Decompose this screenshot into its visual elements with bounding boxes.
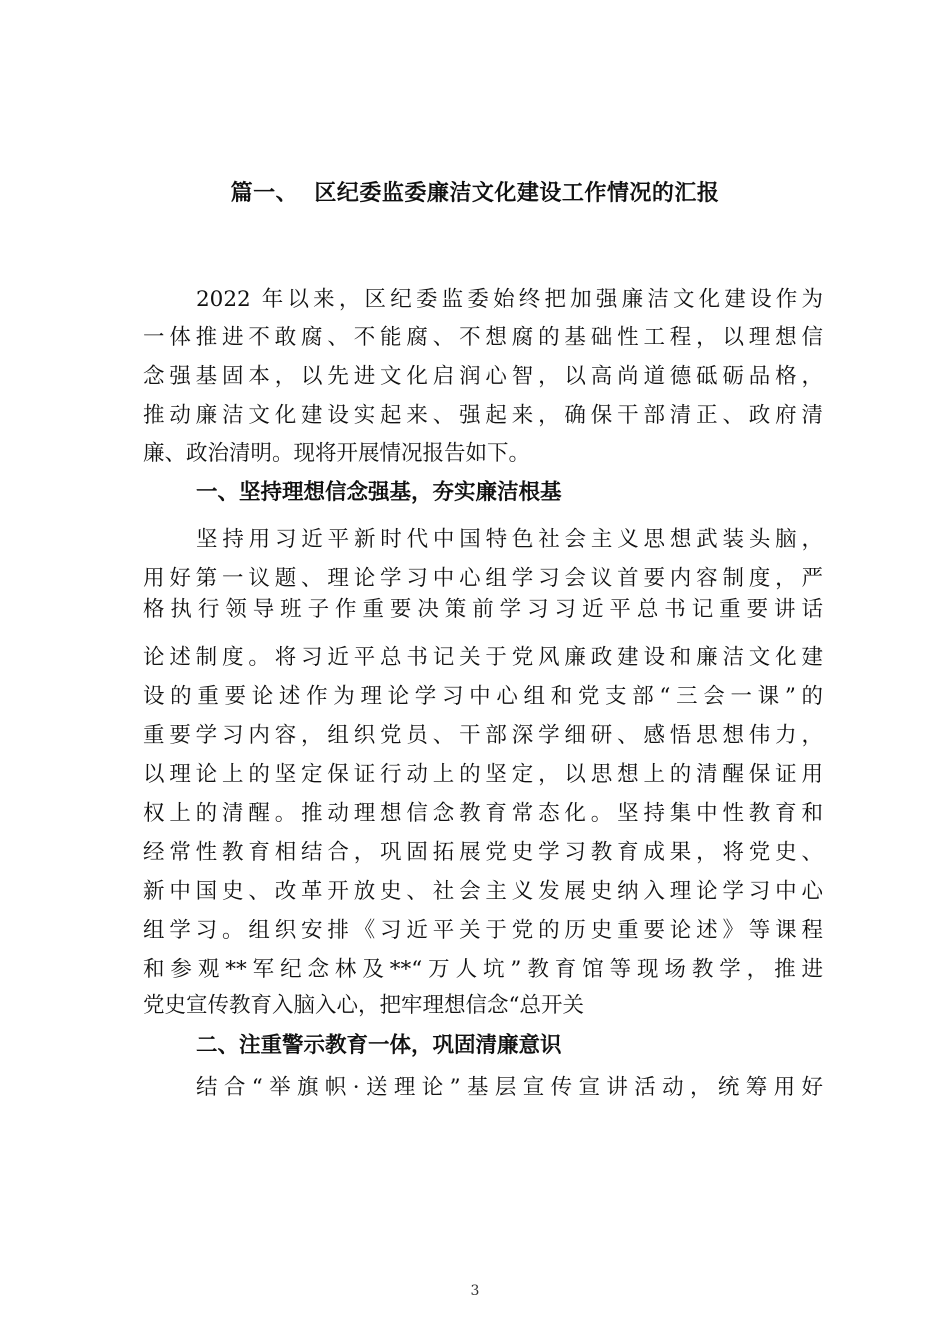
intro-line: 念强基固本，以先进文化启润心智，以高尚道德砥砺品格， [143,364,823,389]
intro-line: 2022 年以来，区纪委监委始终把加强廉洁文化建设作为 [196,287,823,312]
section-heading: 一、坚持理想信念强基，夯实廉洁根基 [196,480,562,505]
intro-line: 一体推进不敢腐、不能腐、不想腐的基础性工程，以理想信 [143,325,823,350]
intro-line: 推动廉洁文化建设实起来、强起来，确保干部清正、政府清 [143,403,823,428]
paragraph-line: 设的重要论述作为理论学习中心组和党支部“三会一课”的 [143,684,823,709]
paragraph-line: 和参观**军纪念林及**“万人坑”教育馆等现场教学，推进 [143,957,823,982]
paragraph-line: 组学习。组织安排《习近平关于党的历史重要论述》等课程 [143,918,823,943]
paragraph-line: 坚持用习近平新时代中国特色社会主义思想武装头脑， [196,527,823,552]
paragraph-line: 以理论上的坚定保证行动上的坚定，以思想上的清醒保证用 [143,762,823,787]
paragraph-line: 权上的清醒。推动理想信念教育常态化。坚持集中性教育和 [143,801,823,826]
intro-line: 廉、政治清明。现将开展情况报告如下。 [143,441,531,466]
paragraph-line: 格执行领导班子作重要决策前学习习近平总书记重要讲话 [143,597,823,622]
paragraph-line: 结合“举旗帜·送理论”基层宣传宣讲活动，统筹用好 [196,1075,823,1100]
paragraph-line: 论述制度。将习近平总书记关于党风廉政建设和廉洁文化建 [143,645,823,670]
paragraph-line: 重要学习内容，组织党员、干部深学细研、感悟思想伟力， [143,723,823,748]
paragraph-line: 党史宣传教育入脑入心，把牢理想信念“总开关 [143,993,584,1018]
page-number: 3 [470,1283,480,1299]
paragraph-line: 用好第一议题、理论学习中心组学习会议首要内容制度，严 [143,566,823,591]
paragraph-line: 新中国史、改革开放史、社会主义发展史纳入理论学习中心 [143,879,823,904]
document-title: 篇一、 区纪委监委廉洁文化建设工作情况的汇报 [230,181,720,206]
paragraph-line: 经常性教育相结合，巩固拓展党史学习教育成果，将党史、 [143,840,823,865]
section-heading: 二、注重警示教育一体，巩固清廉意识 [196,1033,562,1058]
